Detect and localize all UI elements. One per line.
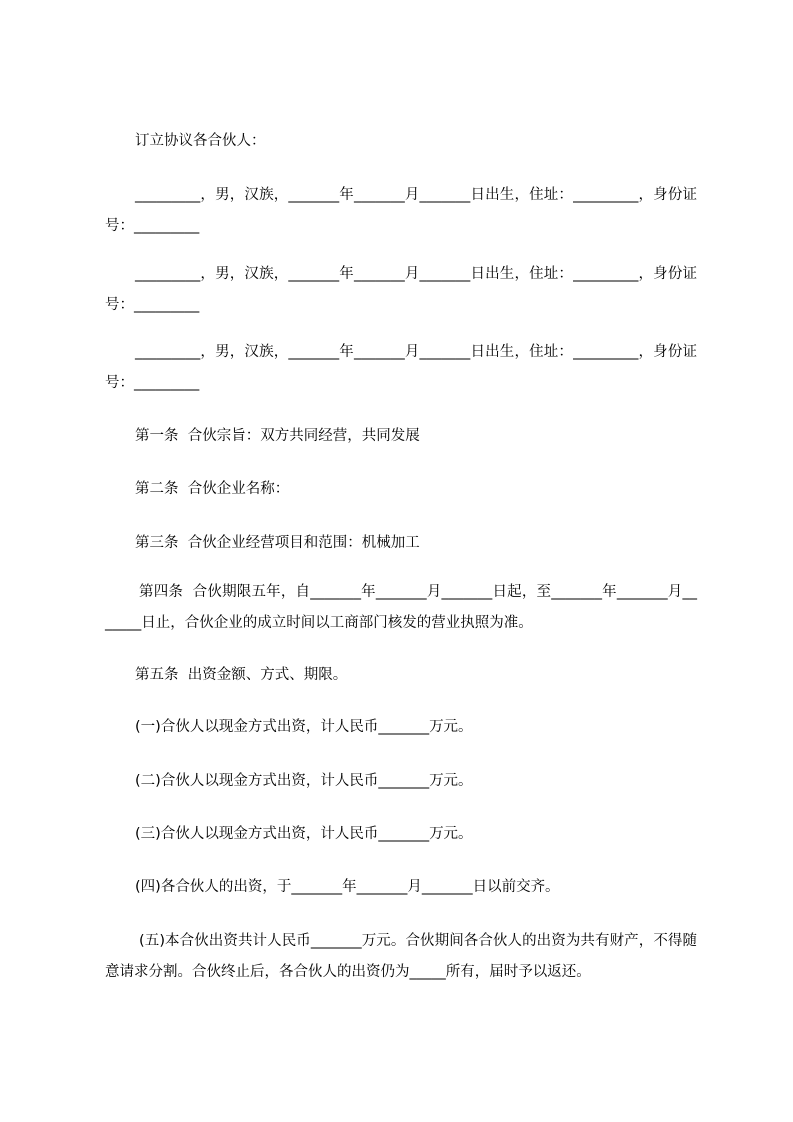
- article-2: 第二条 合伙企业名称：: [135, 481, 290, 497]
- article-5-item-5: (五)本合伙出资共计人民币_______万元。合伙期间各合伙人的出资为共有财产，不得随意请求分割。合伙终止后，各合伙人的出资仍为_____所有，届时予以返还。: [105, 933, 697, 980]
- partner-2-info: _________，男，汉族，_______年_______月_______日出生，住址：_________，身份证号：_________: [105, 266, 697, 313]
- article-5-item-4: (四)各合伙人的出资，于_______年_______月_______日以前交齐。: [135, 879, 560, 895]
- article-4: 第四条 合伙期限五年，自_______年_______月_______日起，至_______年_______月_______日止，合伙企业的成立时间以工商部门核发的营业执照为准。: [105, 584, 697, 631]
- article-5: 第五条 出资金额、方式、期限。: [135, 667, 348, 683]
- article-5-item-1: (一)合伙人以现金方式出资，计人民币_______万元。: [135, 719, 473, 735]
- intro-heading: 订立协议各合伙人：: [135, 133, 266, 149]
- partner-3-info: _________，男，汉族，_______年_______月_______日出生，住址：_________，身份证号：_________: [105, 344, 697, 391]
- article-5-item-2: (二)合伙人以现金方式出资，计人民币_______万元。: [135, 773, 473, 789]
- article-3: 第三条 合伙企业经营项目和范围：机械加工: [135, 535, 420, 551]
- article-1: 第一条 合伙宗旨：双方共同经营，共同发展: [135, 428, 420, 444]
- partner-1-info: _________，男，汉族，_______年_______月_______日出生，住址：_________，身份证号：_________: [105, 187, 697, 234]
- article-5-item-3: (三)合伙人以现金方式出资，计人民币_______万元。: [135, 826, 473, 842]
